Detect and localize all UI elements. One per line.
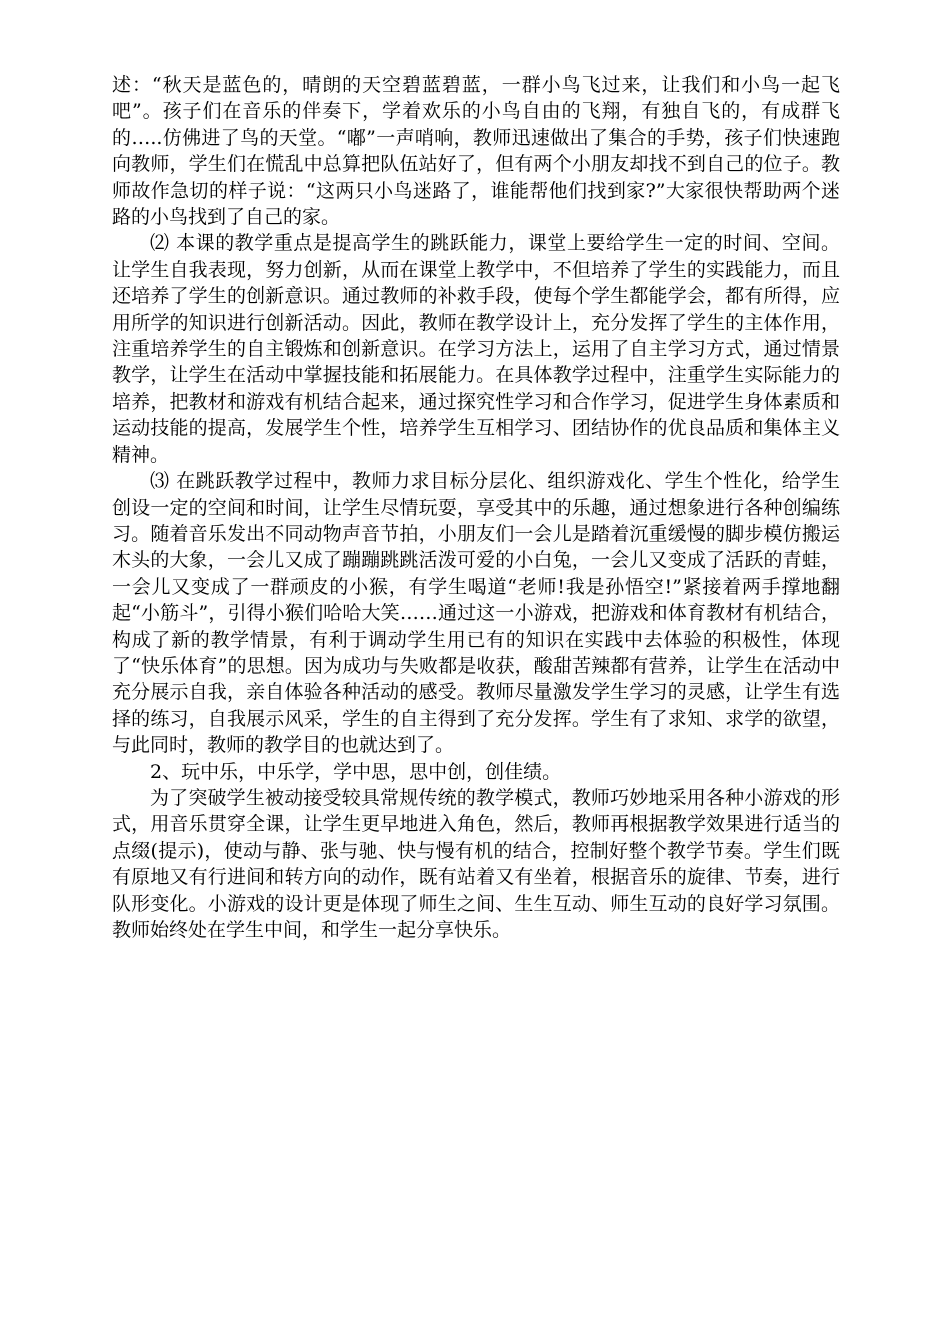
section-heading-2: 2、玩中乐，中乐学，学中思，思中创，创佳绩。: [150, 760, 562, 783]
paragraph-continuation: 述：“秋天是蓝色的，晴朗的天空碧蓝碧蓝，一群小鸟飞过来，让我们和小鸟一起飞吧”。孩子们在音乐的伴奏下，学着欢乐的小鸟自由的飞翔，有独自飞的，有成群飞的…..仿佛进了鸟的天堂。“嘟”一声哨响，教师迅速做出了集合的手势，孩子们快速跑向教师，学生们在慌乱中总算把队伍站好了，但有两个小朋友却找不到自己的位子。教师故作急切的样子说：“这两只小鸟迷路了，谁能帮他们找到家?”大家很快帮助两个迷路的小鸟找到了自己的家。: [112, 74, 840, 229]
document-page: [112, 72, 840, 943]
paragraph-point-2: ⑵ 本课的教学重点是提高学生的跳跃能力，课堂上要给学生一定的时间、空间。让学生自我表现，努力创新，从而在课堂上教学中，不但培养了学生的实践能力，而且还培养了学生的创新意识。通过教师的补救手段，使每个学生都能学会，都有所得，应用所学的知识进行创新活动。因此，教师在教学设计上，充分发挥了学生的主体作用，注重培养学生的自主锻炼和创新意识。在学习方法上，运用了自主学习方式，通过情景教学，让学生在活动中掌握技能和拓展能力。在具体教学过程中，注重学生实际能力的培养，把教材和游戏有机结合起来，通过探究性学习和合作学习，促进学生身体素质和运动技能的提高，发展学生个性，培养学生互相学习、团结协作的优良品质和集体主义精神。: [112, 232, 840, 466]
paragraph-point-3: ⑶ 在跳跃教学过程中，教师力求目标分层化、组织游戏化、学生个性化，给学生创设一定的空间和时间，让学生尽情玩耍，享受其中的乐趣，通过想象进行各种创编练习。随着音乐发出不同动物声音节拍，小朋友们一会儿是踏着沉重缓慢的脚步模仿搬运木头的大象，一会儿又成了蹦蹦跳跳活泼可爱的小白兔，一会儿又变成了活跃的青蛙，一会儿又变成了一群顽皮的小猴，有学生喝道“老师!我是孙悟空!”紧接着两手撑地翻起“小筋斗”，引得小猴们哈哈大笑……通过这一小游戏，把游戏和体育教材有机结合，构成了新的教学情景，有利于调动学生用已有的知识在实践中去体验的积极性，体现了“快乐体育”的思想。因为成功与失败都是收获，酸甜苦辣都有营养，让学生在活动中充分展示自我，亲自体验各种活动的感受。教师尽量激发学生学习的灵感，让学生有选择的练习，自我展示风采，学生的自主得到了充分发挥。学生有了求知、求学的欲望，与此同时，教师的教学目的也就达到了。: [112, 470, 840, 757]
paragraph-section-2-body: 为了突破学生被动接受较具常规传统的教学模式，教师巧妙地采用各种小游戏的形式，用音乐贯穿全课，让学生更早地进入角色，然后，教师再根据教学效果进行适当的点缀(提示)，使动与静、张与驰、快与慢有机的结合，控制好整个教学节奏。学生们既有原地又有行进间和转方向的动作，既有站着又有坐着，根据音乐的旋律、节奏，进行队形变化。小游戏的设计更是体现了师生之间、生生互动、师生互动的良好学习氛围。教师始终处在学生中间，和学生一起分享快乐。: [112, 786, 840, 941]
